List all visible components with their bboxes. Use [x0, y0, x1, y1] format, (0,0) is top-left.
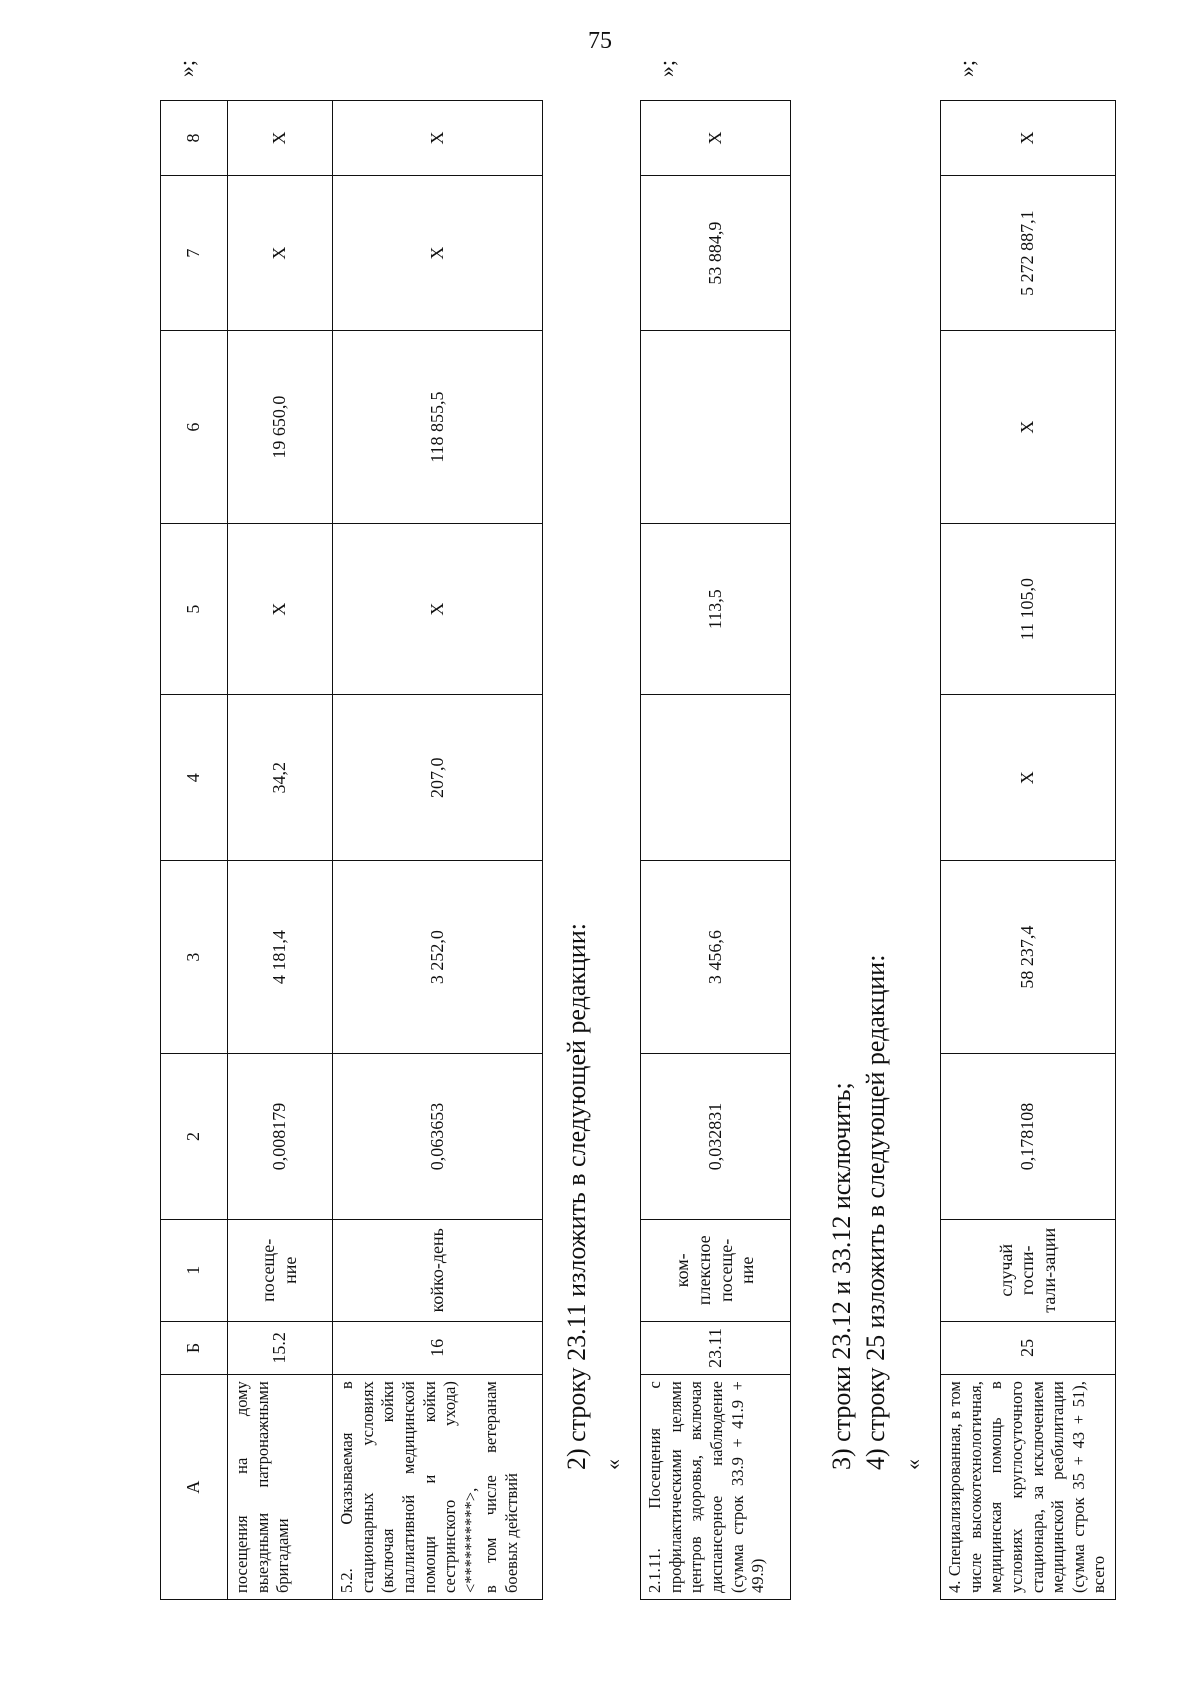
row-description — [333, 1375, 543, 1600]
header-row — [161, 101, 228, 1600]
row-number: 16 — [333, 1321, 543, 1375]
value-cell: 53 884,9 — [641, 176, 791, 331]
row-description-sub: в том числе ветеранам боевых действий — [481, 1381, 521, 1593]
value-cell: Х — [941, 101, 1116, 176]
value-cell: 3 456,6 — [641, 861, 791, 1054]
page-number: 75 — [588, 28, 612, 54]
value-cell: 34,2 — [228, 695, 333, 861]
value-cell: Х — [333, 101, 543, 176]
header-cell: 1 — [161, 1219, 228, 1321]
value-cell: Х — [941, 695, 1116, 861]
unit-cell: ком-плексное посеще-ние — [641, 1219, 791, 1321]
table-2 — [640, 100, 791, 1600]
table-row — [941, 101, 1116, 1600]
row-description: 4. Специализированная, в том числе высокотехнологичная, медицинская помощь в условиях круглосуточного стационара, за исключением медицинской реабилитации (сумма строк 35 + 43 + 51), всего — [941, 1375, 1116, 1600]
header-cell: 6 — [161, 331, 228, 524]
row-description: 2.1.11. Посещения с профилактическими целями центров здоровья, включая диспансерное наблюдение (сумма строк 33.9 + 41.9 + 49.9) — [641, 1375, 791, 1600]
unit-cell: посеще-ние — [228, 1219, 333, 1321]
instruction-2: 2) строку 23.11 изложить в следующей редакции: — [562, 923, 591, 1470]
header-cell: А — [161, 1375, 228, 1600]
rotated-content — [160, 60, 1200, 1600]
header-cell: Б — [161, 1321, 228, 1375]
row-number: 25 — [941, 1321, 1116, 1375]
table-1-block — [160, 60, 543, 1600]
header-cell: 4 — [161, 695, 228, 861]
header-cell: 2 — [161, 1053, 228, 1219]
header-cell: 8 — [161, 101, 228, 176]
table-row — [228, 101, 333, 1600]
value-cell: Х — [941, 331, 1116, 524]
value-cell: 58 237,4 — [941, 861, 1116, 1054]
unit-cell: случай госпи-тали-зации — [941, 1219, 1116, 1321]
table-row — [333, 101, 543, 1600]
header-cell: 3 — [161, 861, 228, 1054]
row-description-main: 5.2. Оказываемая в стационарных условиях (включая койки паллиативной медицинской помощи и койки сестринского ухода) <**********>, — [337, 1381, 480, 1593]
value-cell: Х — [333, 523, 543, 694]
value-cell: 19 650,0 — [228, 331, 333, 524]
value-cell: 118 855,5 — [333, 331, 543, 524]
closing-quote: »; — [654, 60, 679, 78]
table-3-block — [940, 60, 1116, 1600]
unit-cell: койко-день — [333, 1219, 543, 1321]
value-cell: 0,063653 — [333, 1053, 543, 1219]
value-cell: Х — [228, 176, 333, 331]
row-description: посещения на дому выездными патронажными бригадами — [228, 1375, 333, 1600]
header-cell: 5 — [161, 523, 228, 694]
value-cell — [641, 695, 791, 861]
instruction-3: 3) строки 23.12 и 33.12 исключить; — [827, 1082, 856, 1470]
value-cell: 207,0 — [333, 695, 543, 861]
value-cell: Х — [333, 176, 543, 331]
value-cell: 0,008179 — [228, 1053, 333, 1219]
value-cell: Х — [228, 101, 333, 176]
value-cell: 3 252,0 — [333, 861, 543, 1054]
value-cell — [641, 331, 791, 524]
instruction-4: 4) строку 25 изложить в следующей редакции: — [861, 954, 890, 1470]
closing-quote: »; — [174, 60, 199, 78]
row-number: 23.11 — [641, 1321, 791, 1375]
value-cell: Х — [641, 101, 791, 176]
header-cell: 7 — [161, 176, 228, 331]
value-cell: Х — [228, 523, 333, 694]
value-cell: 11 105,0 — [941, 523, 1116, 694]
value-cell: 4 181,4 — [228, 861, 333, 1054]
opening-quote: « — [900, 1459, 925, 1470]
closing-quote: »; — [954, 60, 979, 78]
row-number: 15.2 — [228, 1321, 333, 1375]
value-cell: 113,5 — [641, 523, 791, 694]
table-2-block — [640, 60, 791, 1600]
opening-quote: « — [600, 1459, 625, 1470]
table-row — [641, 101, 791, 1600]
value-cell: 0,178108 — [941, 1053, 1116, 1219]
value-cell: 5 272 887,1 — [941, 176, 1116, 331]
value-cell: 0,032831 — [641, 1053, 791, 1219]
table-3 — [940, 100, 1116, 1600]
table-1 — [160, 100, 543, 1600]
